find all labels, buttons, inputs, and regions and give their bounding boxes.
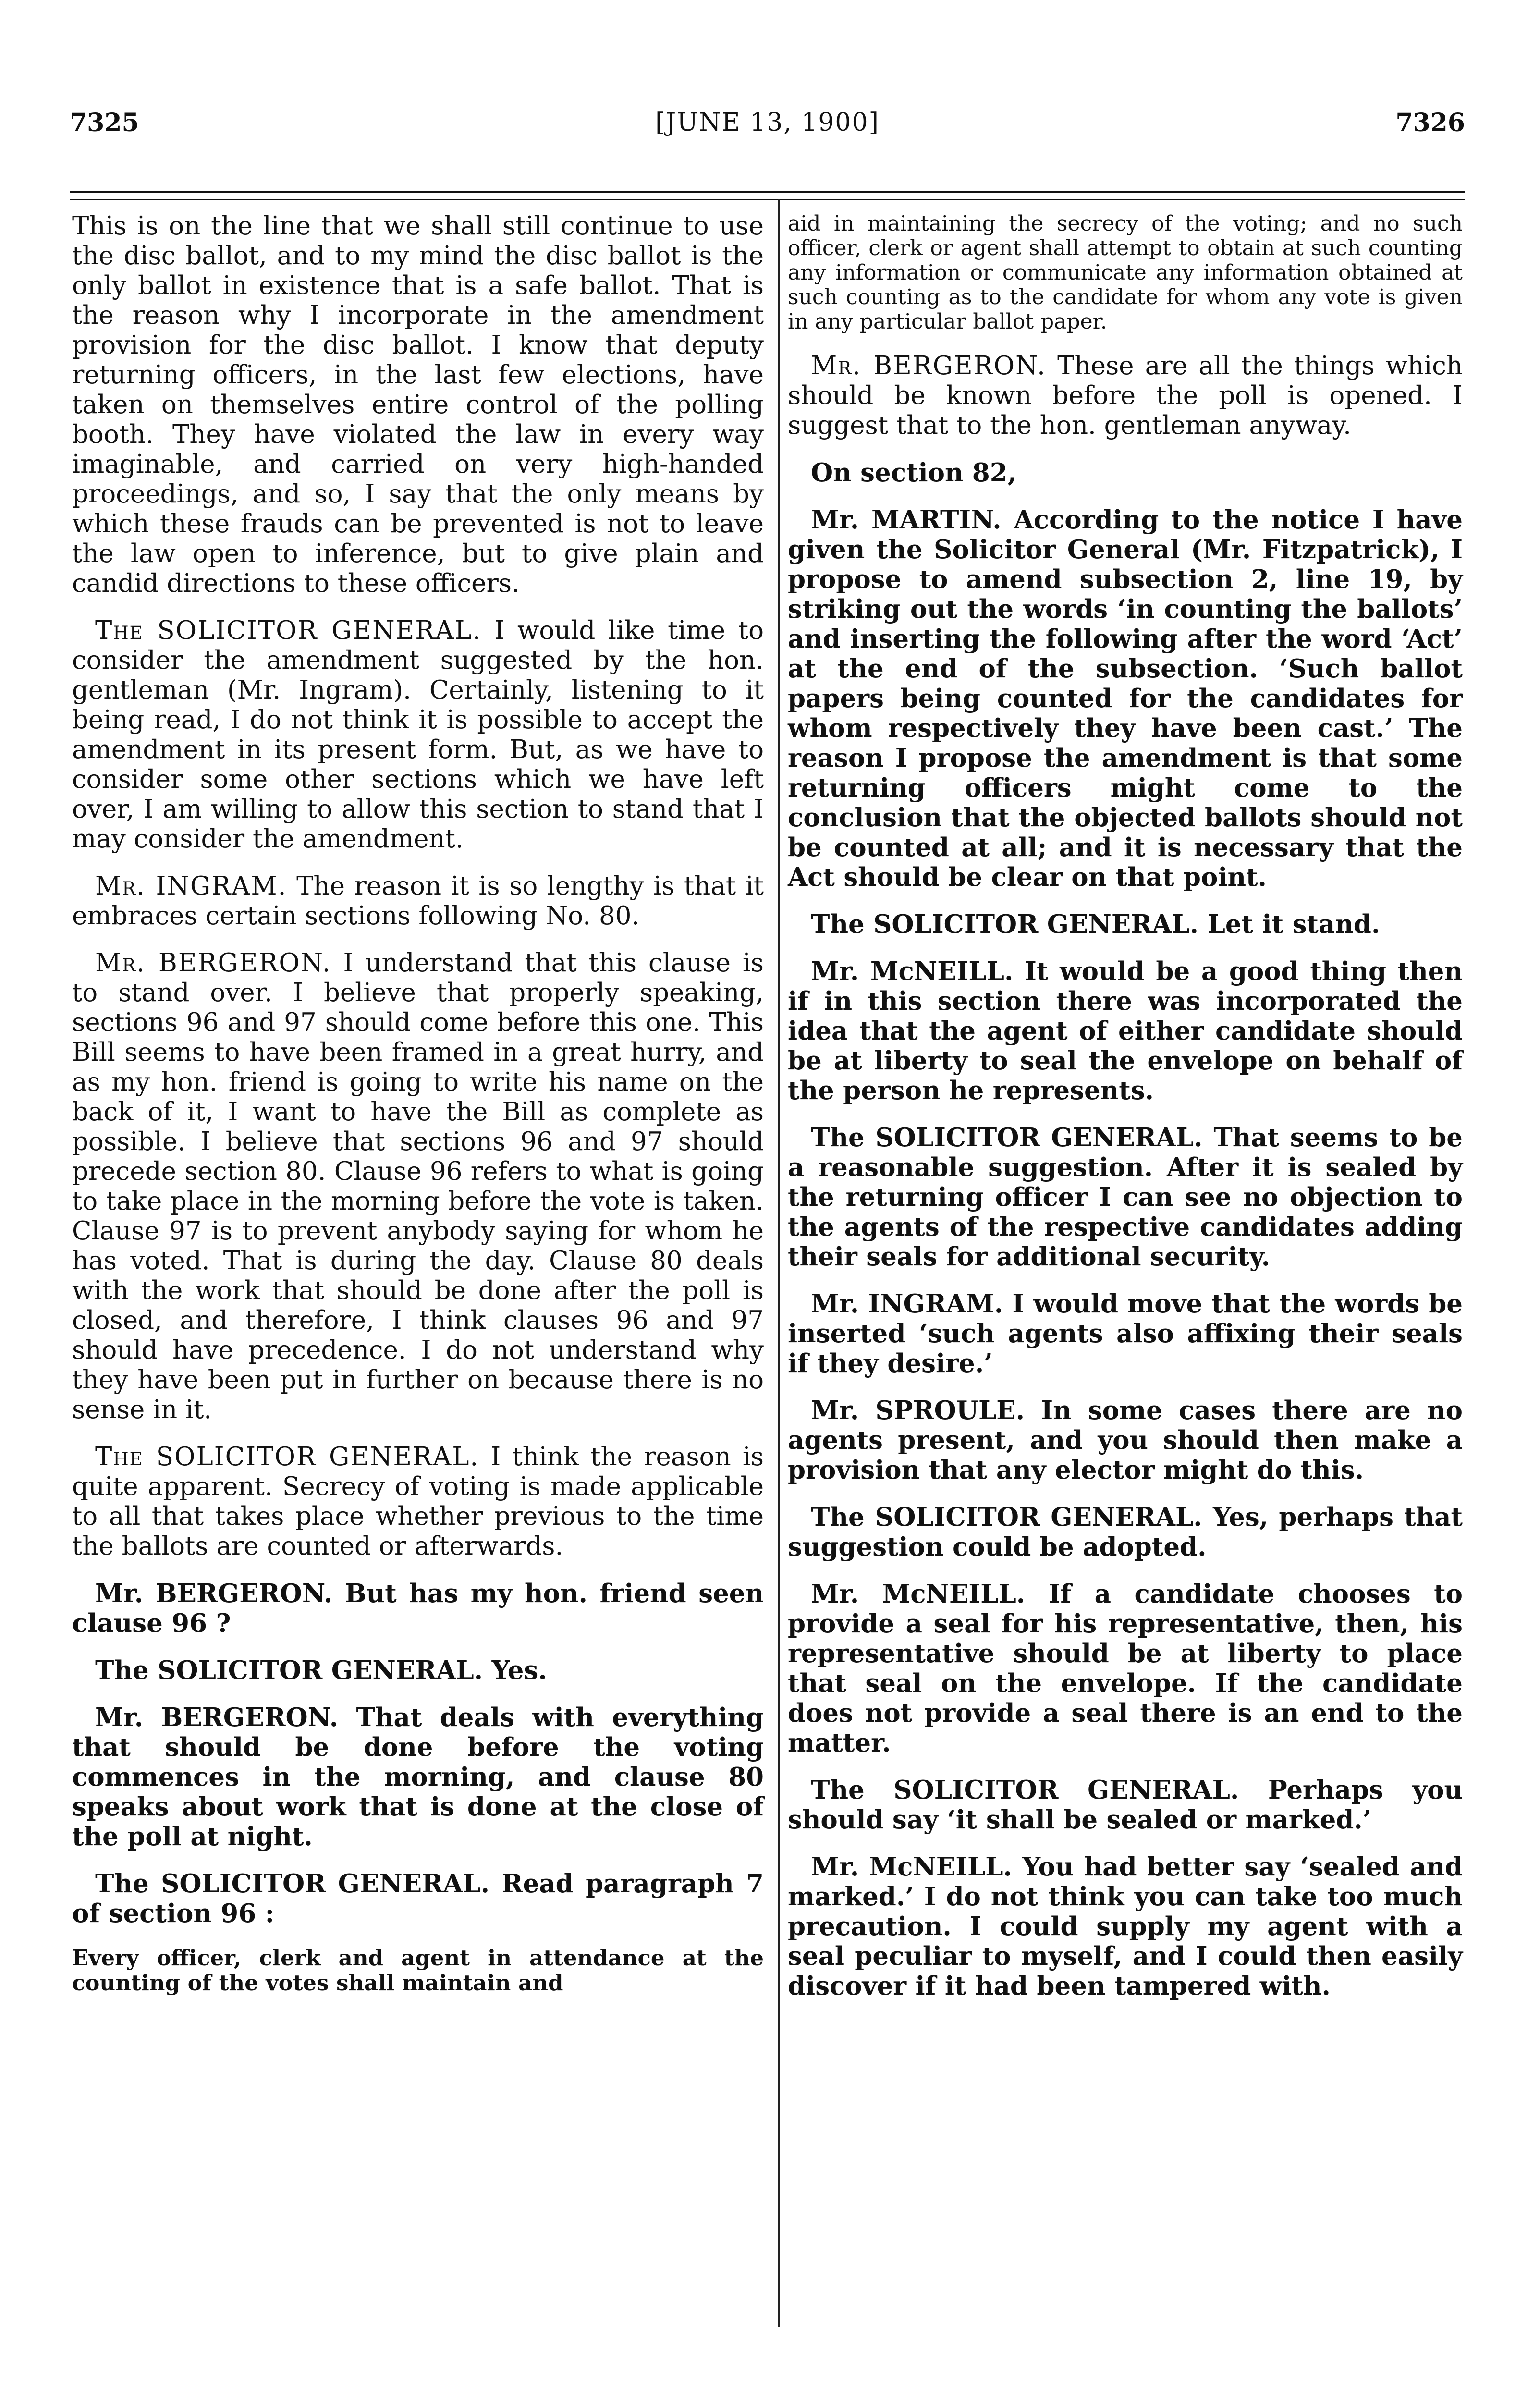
speaker-name: Mr. INGRAM. <box>811 1289 1003 1319</box>
paragraph <box>788 1396 1463 1485</box>
speaker-name: Mr. BERGERON. <box>95 948 331 978</box>
speaker-name: Mr. SPROULE. <box>811 1396 1025 1425</box>
page-number-left: 7325 <box>70 108 139 137</box>
paragraph-text: I would move that the words be inserted ‘such agents also affixing their seals if they desire.’ <box>788 1289 1463 1378</box>
paragraph-text: I would like time to consider the amendment suggested by the hon. gentleman (Mr. Ingram). Certainly, listening to it being read, I do not think it is possible to accept the amendment in its present form. But, as we have to consider some other sections which we have left over, I am willing to allow this section to stand that I may consider the amendment. <box>72 616 764 854</box>
page-date: [JUNE 13, 1900] <box>655 108 880 137</box>
paragraph <box>788 1579 1463 1758</box>
paragraph <box>788 1852 1463 2001</box>
paragraph-text: I think the reason is quite apparent. Secrecy of voting is made applicable to all that takes place whether previous to the time the ballots are counted or afterwards. <box>72 1442 764 1561</box>
speaker-name: The SOLICITOR GENERAL. <box>95 1442 479 1471</box>
speaker-name: The SOLICITOR GENERAL. <box>95 1869 490 1899</box>
paragraph <box>788 956 1463 1105</box>
speaker-name: Mr. INGRAM. <box>95 871 287 901</box>
paragraph-text: These are all the things which should be known before the poll is opened. I suggest that to the hon. gentleman anyway. <box>788 351 1463 440</box>
paragraph-text: Let it stand. <box>1207 909 1381 939</box>
paragraph <box>788 351 1463 441</box>
paragraph-text: Every officer, clerk and agent in attendance at the counting of the votes shall maintain and <box>72 1945 764 1996</box>
speaker-name: The SOLICITOR GENERAL. <box>95 616 482 645</box>
paragraph <box>788 1775 1463 1835</box>
paragraph-text: aid in maintaining the secrecy of the voting; and no such officer, clerk or agent shall attempt to obtain at such counting any information or communicate any information obtained at such counting as to the candidate for whom any vote is given in any particular ballot paper. <box>788 211 1463 334</box>
paragraph-text: The reason it is so lengthy is that it embraces certain sections following No. 80. <box>72 871 764 931</box>
paragraph <box>788 1289 1463 1378</box>
paragraph-text: That deals with everything that should be done before the voting commences in the morning, and clause 80 speaks about work that is done at the close of the poll at night. <box>72 1703 764 1851</box>
paragraph-text: This is on the line that we shall still continue to use the disc ballot, and to my mind the disc ballot is the only ballot in existence that is a safe ballot. That is the reason why I incorporate in the amendment provision for the disc ballot. I know that deputy returning officers, in the last few elections, have taken on themselves entire control of the polling booth. They have violated the law in every way imaginable, and carried on very high-handed proceedings, and so, I say that the only means by which these frauds can be prevented is not to leave the law open to inference, but to give plain and candid directions to these officers. <box>72 211 764 598</box>
paragraph-text: I understand that this clause is to stand over. I believe that properly speaking, sections 96 and 97 should come before this one. This Bill seems to have been framed in a great hurry, and as my hon. friend is going to write his name on the back of it, I want to have the Bill as complete as possible. I believe that sections 96 and 97 should precede section 80. Clause 96 refers to what is going to take place in the morning before the vote is taken. Clause 97 is to prevent anybody saying for whom he has voted. That is during the day. Clause 80 deals with the work that should be done after the poll is closed, and therefore, I think clauses 96 and 97 should have precedence. I do not understand why they have been put in further on because there is no sense in it. <box>72 948 764 1424</box>
header-rule-bottom <box>70 199 1465 200</box>
speaker-name: Mr. McNEILL. <box>811 1579 1026 1609</box>
paragraph-text: Perhaps you should say ‘it shall be sealed or marked.’ <box>788 1775 1463 1835</box>
speaker-name: Mr. McNEILL. <box>811 1852 1012 1882</box>
paragraph-text: Read paragraph 7 of section 96 : <box>72 1869 764 1928</box>
section-heading <box>788 458 1463 488</box>
paragraph <box>72 616 764 854</box>
paragraph <box>72 1869 764 1928</box>
speaker-name: The SOLICITOR GENERAL. <box>95 1655 483 1685</box>
right-column <box>788 211 1463 2018</box>
column-divider <box>778 199 780 2327</box>
paragraph <box>788 1123 1463 1272</box>
paragraph <box>72 211 764 599</box>
paragraph <box>72 948 764 1425</box>
left-column <box>72 211 764 2013</box>
paragraph <box>788 505 1463 892</box>
speaker-name: The SOLICITOR GENERAL. <box>811 1123 1203 1152</box>
speaker-name: The SOLICITOR GENERAL. <box>811 1775 1239 1805</box>
paragraph <box>72 1579 764 1638</box>
speaker-name: The SOLICITOR GENERAL. <box>811 909 1199 939</box>
paragraph <box>72 1703 764 1851</box>
speaker-name: The SOLICITOR GENERAL. <box>811 1502 1202 1532</box>
paragraph <box>72 1655 764 1685</box>
speaker-name: Mr. McNEILL. <box>811 956 1014 986</box>
paragraph-text: Yes. <box>491 1655 547 1685</box>
paragraph <box>788 1502 1463 1562</box>
paragraph-text: That seems to be a reasonable suggestion. After it is sealed by the returning officer I can see no objection to the agents of the respective candidates adding their seals for additional security. <box>788 1123 1463 1272</box>
speaker-name: Mr. BERGERON. <box>811 351 1046 380</box>
paragraph-text: But has my hon. friend seen clause 96 ? <box>72 1579 764 1638</box>
speaker-name: Mr. BERGERON. <box>95 1703 339 1732</box>
paragraph-text: Yes, perhaps that suggestion could be adopted. <box>788 1502 1463 1562</box>
paragraph-text: In some cases there are no agents present, and you should then make a provision that any elector might do this. <box>788 1396 1463 1485</box>
paragraph <box>72 871 764 931</box>
paragraph <box>72 1442 764 1561</box>
paragraph-text: On section 82, <box>811 458 1017 488</box>
paragraph <box>788 909 1463 939</box>
page-header <box>70 108 1465 151</box>
paragraph-text: If a candidate chooses to provide a seal for his representative, then, his representative should be at liberty to place that seal on the envelope. If the candidate does not provide a seal there is an end to the matter. <box>788 1579 1463 1758</box>
speaker-name: Mr. BERGERON. <box>95 1579 333 1608</box>
header-rule-top <box>70 191 1465 193</box>
quoted-passage <box>788 211 1463 334</box>
paragraph-text: According to the notice I have given the Solicitor General (Mr. Fitzpatrick), I propose to amend subsection 2, line 19, by striking out the words ‘in counting the ballots’ and inserting the following after the word ‘Act’ at the end of the subsection. ‘Such ballot papers being counted for the candidates for whom respectively they have been cast.’ The reason I propose the amendment is that some returning officers might come to the conclusion that the objected ballots should not be counted at all; and it is necessary that the Act should be clear on that point. <box>788 505 1463 892</box>
speaker-name: Mr. MARTIN. <box>811 505 1002 535</box>
quoted-passage <box>72 1946 764 1996</box>
paragraph-text: You had better say ‘sealed and marked.’ I do not think you can take too much precaution. I could supply my agent with a seal peculiar to myself, and I could then easily discover if it had been tampered with. <box>788 1852 1463 2001</box>
paragraph-text: It would be a good thing then if in this section there was incorporated the idea that the agent of either candidate should be at liberty to seal the envelope on behalf of the person he represents. <box>788 956 1463 1105</box>
page-number-right: 7326 <box>1395 108 1465 137</box>
